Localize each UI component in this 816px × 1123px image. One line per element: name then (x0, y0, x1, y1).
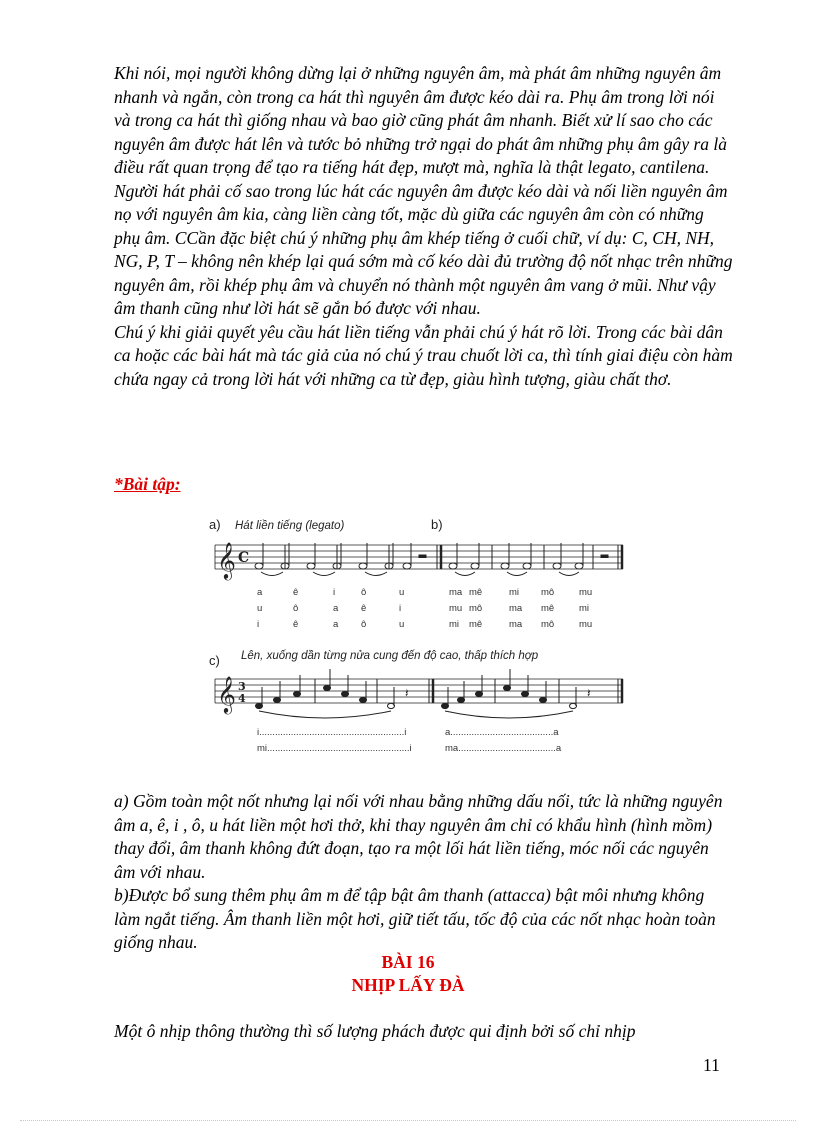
svg-text:ma: ma (509, 619, 523, 630)
svg-text:a: a (333, 619, 339, 630)
svg-text:u: u (257, 603, 263, 614)
svg-text:mô: mô (541, 619, 555, 630)
svg-text:ô: ô (361, 587, 367, 598)
svg-text:ma: ma (449, 587, 463, 598)
svg-text:ê: ê (361, 603, 367, 614)
svg-text:ma............................: ma.....................................a (445, 743, 562, 754)
svg-text:𝄽: 𝄽 (587, 686, 591, 700)
svg-text:mô: mô (469, 603, 483, 614)
figure-label-c: c) (209, 653, 220, 668)
svg-text:mu: mu (449, 603, 463, 614)
figure-caption-c: Lên, xuống dần từng nửa cung đến độ cao, thấp thích hợp (241, 650, 539, 662)
exercise-heading: *Bài tập: (114, 474, 181, 494)
syllables-b (449, 587, 592, 630)
svg-text:mê: mê (469, 619, 483, 630)
paragraph-3: Chú ý khi giải quyết yêu cầu hát liền tiếng vẫn phải chú ý hát rõ lời. Trong các bài dân ca hoặc các bài hát mà tác giả của nó chú ý trau chuốt lời ca, thì tính giai điệu còn hàm chứa ngay cả trong lời hát với những ca từ đẹp, giàu hình tượng, giàu chất thơ. (114, 321, 733, 389)
lesson-number: BÀI 16 (381, 952, 435, 972)
svg-text:ê: ê (293, 587, 299, 598)
music-exercise-figure (205, 515, 625, 760)
svg-text:a: a (333, 603, 339, 614)
svg-text:ê: ê (293, 619, 299, 630)
explanation-a: a) Gồm toàn một nốt nhưng lại nối với nhau bằng những dấu nối, tức là những nguyên âm a, ê, i , ô, u hát liền một hơi thở, khi thay nguyên âm chỉ có khẩu hình (hình mồm) thay đổi, âm thanh không đứt đoạn, tạo ra một lối hát liền tiếng, móc nối các nguyên âm với nhau. (114, 791, 723, 882)
svg-text:mê: mê (541, 603, 555, 614)
svg-text:mi: mi (579, 603, 590, 614)
figure-label-b: b) (431, 517, 443, 532)
svg-text:𝄽: 𝄽 (405, 686, 409, 700)
syllables-a (257, 587, 404, 630)
svg-text:ô: ô (293, 603, 299, 614)
dotted-lines-c (257, 727, 562, 754)
explanation-b: b)Được bổ sung thêm phụ âm m để tập bật âm thanh (attacca) bật môi nhưng không làm ngắt tiếng. Âm thanh liền một hơi, giữ tiết tấu, tốc độ của các nốt nhạc hoàn toàn giống nhau. (114, 885, 716, 952)
paragraph-1: Khi nói, mọi người không dừng lại ở những nguyên âm, mà phát âm những nguyên âm nhanh và ngắn, còn trong ca hát thì nguyên âm được kéo dài ra. Phụ âm trong lời nói và trong ca hát thì giống nhau và bao giờ cũng phát âm nhanh. Biết xử lí sao cho các nguyên âm được hát lên và tước bỏ những trở ngại do phát âm những phụ âm gây ra là điều rất quan trọng để tạo ra tiếng hát đẹp, mượt mà, nghĩa là thật legato, cantilena. (114, 63, 728, 177)
svg-text:u: u (399, 619, 405, 630)
svg-text:a: a (257, 587, 263, 598)
figure-label-a: a) (209, 517, 221, 532)
svg-text:mi: mi (509, 587, 520, 598)
intro-text-block (114, 62, 734, 391)
svg-text:u: u (399, 587, 405, 598)
explanation-text-block (114, 790, 734, 955)
svg-text:i: i (257, 619, 260, 630)
svg-text:4: 4 (238, 692, 246, 705)
svg-text:a.............................: a.......................................a (445, 727, 559, 738)
lesson-title: NHỊP LẤY ĐÀ (351, 975, 465, 995)
page-number: 11 (703, 1055, 720, 1075)
svg-text:mi: mi (449, 619, 460, 630)
svg-text:i: i (399, 603, 402, 614)
svg-text:mu: mu (579, 587, 593, 598)
last-paragraph: Một ô nhịp thông thường thì số lượng phách được qui định bởi số chỉ nhịp (114, 1021, 636, 1041)
svg-text:i: i (333, 587, 336, 598)
treble-clef-icon: 𝄞 (217, 541, 236, 579)
treble-clef-icon: 𝄞 (217, 675, 236, 713)
svg-text:mu: mu (579, 619, 593, 630)
svg-text:i.............................: i.......................................................i (257, 727, 407, 738)
svg-text:mô: mô (541, 587, 555, 598)
notes-row-1 (255, 543, 608, 576)
time-signature-icon: 3 (238, 680, 246, 693)
common-time-icon: C (238, 550, 250, 566)
svg-text:mê: mê (469, 587, 483, 598)
svg-text:ô: ô (361, 619, 367, 630)
notes-row-2 (256, 669, 592, 718)
figure-caption-a: Hát liền tiếng (legato) (235, 520, 345, 532)
svg-text:mi............................: mi......................................................i (257, 743, 412, 754)
footer-divider (20, 1120, 796, 1121)
paragraph-2: Người hát phải cố sao trong lúc hát các nguyên âm được kéo dài và nối liền nguyên âm nọ với nguyên âm kia, càng liền càng tốt, mặc dù giữa các nguyên âm còn có những phụ âm. CCần đặc biệt chú ý những phụ âm khép tiếng ở cuối chữ, ví dụ: C, CH, NH, NG, P, T – không nên khép lại quá sớm mà cố kéo dài đủ trường độ nốt nhạc trên những nguyên âm, rồi khép phụ âm và chuyển nó thành một nguyên âm vang ở mũi. Như vậy âm thanh cũng như lời hát sẽ gắn bó được với nhau. (114, 180, 733, 318)
svg-text:ma: ma (509, 603, 523, 614)
